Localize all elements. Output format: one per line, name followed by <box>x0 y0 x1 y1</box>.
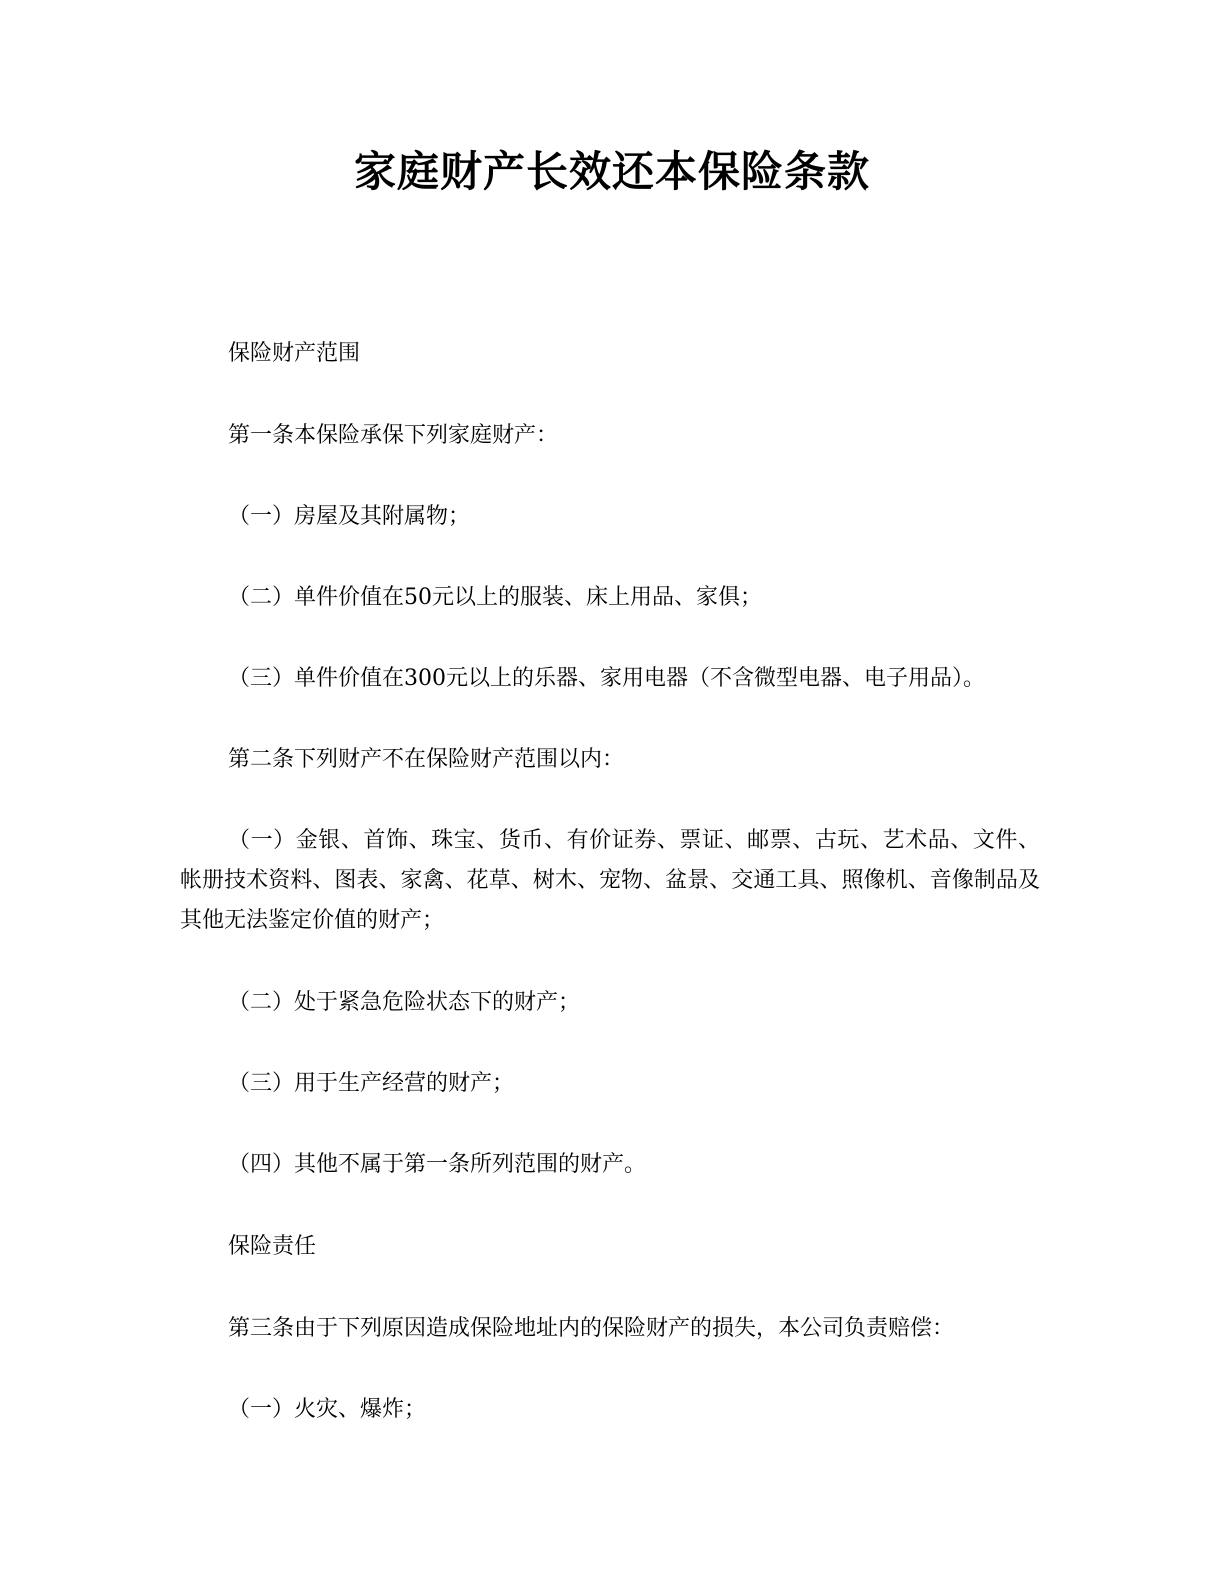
article-2: 第二条下列财产不在保险财产范围以内： <box>228 747 625 772</box>
article-2-item-1: （一）金银、首饰、珠宝、货币、有价证券、票证、邮票、古玩、艺术品、文件、帐册技术资料、图表、家禽、花草、树木、宠物、盆景、交通工具、照像机、音像制品及其他无法鉴定价值的财产； <box>180 828 1040 933</box>
article-3: 第三条由于下列原因造成保险地址内的保险财产的损失，本公司负责赔偿： <box>228 1316 955 1341</box>
article-1-item-3: （三）单件价值在300元以上的乐器、家用电器（不含微型电器、电子用品）。 <box>228 666 985 691</box>
section-heading-insured-property: 保险财产范围 <box>228 341 361 366</box>
article-2-item-4: （四）其他不属于第一条所列范围的财产。 <box>228 1152 647 1177</box>
article-2-item-2: （二）处于紧急危险状态下的财产； <box>228 990 581 1015</box>
article-3-item-1: （一）火灾、爆炸； <box>228 1397 427 1422</box>
article-1-item-2: （二）单件价值在50元以上的服装、床上用品、家俱； <box>228 585 762 610</box>
article-1-item-1: （一）房屋及其附属物； <box>228 504 471 529</box>
document-title: 家庭财产长效还本保险条款 <box>353 147 870 196</box>
section-heading-insurance-liability: 保险责任 <box>228 1234 317 1259</box>
article-2-item-3: （三）用于生产经营的财产； <box>228 1071 515 1096</box>
article-1: 第一条本保险承保下列家庭财产： <box>228 423 559 448</box>
